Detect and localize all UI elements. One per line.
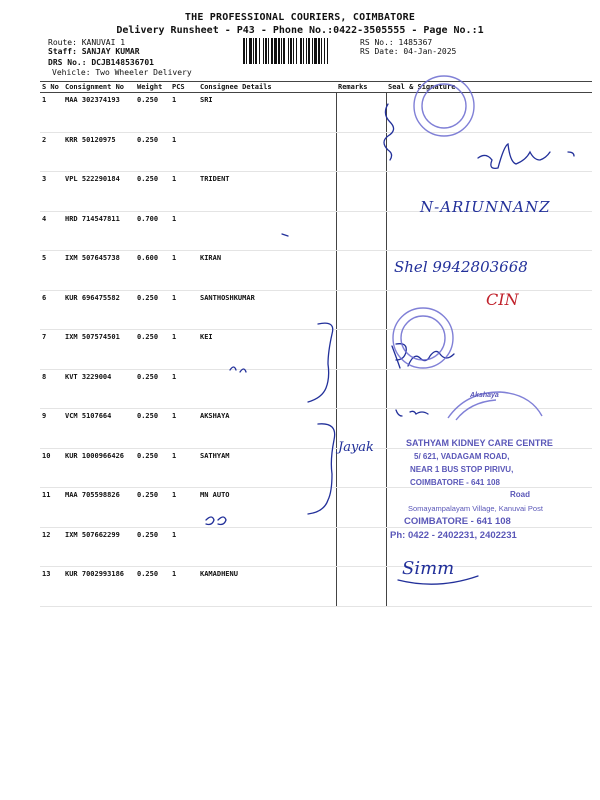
consignment-no: VCM 5107664 bbox=[63, 409, 135, 449]
consignment-no: KUR 1000966426 bbox=[63, 448, 135, 488]
stamp-line4: Road bbox=[510, 490, 530, 499]
col-remarks: Remarks bbox=[336, 82, 386, 93]
consignee: KIRAN bbox=[198, 251, 336, 291]
pcs: 1 bbox=[170, 330, 198, 370]
remarks-cell bbox=[336, 369, 386, 409]
consignment-no: IXM 507645738 bbox=[63, 251, 135, 291]
weight: 0.700 bbox=[135, 211, 170, 251]
staff-label: Staff: SANJAY KUMAR bbox=[48, 47, 140, 56]
consignment-no: VPL 522290184 bbox=[63, 172, 135, 212]
consignee: AKSHAYA bbox=[198, 409, 336, 449]
weight: 0.250 bbox=[135, 527, 170, 567]
consignment-no: KUR 7002993186 bbox=[63, 567, 135, 607]
stamp-line2: NEAR 1 BUS STOP PIRIVU, bbox=[410, 465, 514, 474]
weight: 0.250 bbox=[135, 290, 170, 330]
consignment-no: MAA 705598826 bbox=[63, 488, 135, 528]
handwritten-mark-row6: CIN bbox=[486, 290, 519, 309]
stamp-line1: 5/ 621, VADAGAM ROAD, bbox=[414, 452, 510, 461]
pcs: 1 bbox=[170, 527, 198, 567]
consignment-no: KUR 696475582 bbox=[63, 290, 135, 330]
remarks-cell bbox=[336, 488, 386, 528]
remarks-cell bbox=[336, 172, 386, 212]
stamp-phone: Ph: 0422 - 2402231, 2402231 bbox=[390, 530, 517, 541]
row-sno: 12 bbox=[40, 527, 63, 567]
table-header-row bbox=[40, 82, 592, 93]
weight: 0.250 bbox=[135, 488, 170, 528]
weight: 0.250 bbox=[135, 93, 170, 133]
row-sno: 2 bbox=[40, 132, 63, 172]
weight: 0.250 bbox=[135, 409, 170, 449]
consignee bbox=[198, 132, 336, 172]
weight: 0.600 bbox=[135, 251, 170, 291]
col-consignment: Consignment No bbox=[63, 82, 135, 93]
consignment-no: MAA 302374193 bbox=[63, 93, 135, 133]
col-consignee: Consignee Details bbox=[198, 82, 336, 93]
consignee: KEI bbox=[198, 330, 336, 370]
consignment-no: IXM 507662299 bbox=[63, 527, 135, 567]
row-sno: 4 bbox=[40, 211, 63, 251]
remarks-cell bbox=[336, 211, 386, 251]
weight: 0.250 bbox=[135, 330, 170, 370]
rs-date: RS Date: 04-Jan-2025 bbox=[360, 47, 457, 56]
consignment-no: IXM 507574501 bbox=[63, 330, 135, 370]
consignee: MN AUTO bbox=[198, 488, 336, 528]
remarks-cell bbox=[336, 290, 386, 330]
pcs: 1 bbox=[170, 251, 198, 291]
drs-label: DRS No.: DCJB148536701 bbox=[48, 58, 154, 67]
signature-cell bbox=[386, 211, 592, 251]
handwritten-name-row4: N-ARIUNNANZ bbox=[420, 198, 551, 216]
pcs: 1 bbox=[170, 409, 198, 449]
table-row bbox=[40, 211, 592, 251]
runsheet-subtitle: Delivery Runsheet - P43 - Phone No.:0422-3505555 - Page No.:1 bbox=[116, 25, 484, 36]
row-sno: 7 bbox=[40, 330, 63, 370]
stamp-line5: Somayampalayam Village, Kanuvai Post bbox=[408, 504, 543, 513]
pcs: 1 bbox=[170, 211, 198, 251]
stamp-akshaya: Akshaya bbox=[470, 392, 499, 399]
barcode bbox=[243, 38, 347, 64]
pcs: 1 bbox=[170, 132, 198, 172]
consignee: SANTHOSHKUMAR bbox=[198, 290, 336, 330]
stamp-line6: COIMBATORE - 641 108 bbox=[404, 516, 511, 527]
pcs: 1 bbox=[170, 567, 198, 607]
pcs: 1 bbox=[170, 369, 198, 409]
consignee: TRIDENT bbox=[198, 172, 336, 212]
route-label: Route: KANUVAI 1 bbox=[48, 38, 126, 47]
pcs: 1 bbox=[170, 290, 198, 330]
row-sno: 10 bbox=[40, 448, 63, 488]
remarks-cell bbox=[336, 132, 386, 172]
table-row bbox=[40, 369, 592, 409]
signature-cell bbox=[386, 330, 592, 370]
remarks-cell bbox=[336, 527, 386, 567]
vehicle-label: Vehicle: Two Wheeler Delivery bbox=[52, 68, 192, 77]
consignee: SATHYAM bbox=[198, 448, 336, 488]
weight: 0.250 bbox=[135, 369, 170, 409]
consignee bbox=[198, 369, 336, 409]
consignee bbox=[198, 527, 336, 567]
row-sno: 13 bbox=[40, 567, 63, 607]
barcode-bar bbox=[328, 38, 329, 64]
row-sno: 1 bbox=[40, 93, 63, 133]
remarks-cell bbox=[336, 251, 386, 291]
table-row bbox=[40, 330, 592, 370]
col-pcs: PCS bbox=[170, 82, 198, 93]
stamp-name: SATHYAM KIDNEY CARE CENTRE bbox=[406, 438, 553, 448]
consignment-no: HRD 714547811 bbox=[63, 211, 135, 251]
pcs: 1 bbox=[170, 488, 198, 528]
weight: 0.250 bbox=[135, 448, 170, 488]
col-seal-signature: Seal & Signature bbox=[386, 82, 592, 93]
row-sno: 11 bbox=[40, 488, 63, 528]
weight: 0.250 bbox=[135, 132, 170, 172]
signature-cell bbox=[386, 93, 592, 133]
pcs: 1 bbox=[170, 93, 198, 133]
handwritten-phone-row5: Shel 9942803668 bbox=[394, 258, 528, 276]
company-title: THE PROFESSIONAL COURIERS, COIMBATORE bbox=[184, 12, 416, 23]
consignee bbox=[198, 211, 336, 251]
col-sno: S No bbox=[40, 82, 63, 93]
signature-cell bbox=[386, 369, 592, 409]
stamp-line3: COIMBATORE - 641 108 bbox=[410, 478, 500, 487]
consignment-no: KRR 50120975 bbox=[63, 132, 135, 172]
table-row bbox=[40, 567, 592, 607]
remarks-cell bbox=[336, 93, 386, 133]
consignee: SRI bbox=[198, 93, 336, 133]
handwritten-remark-row10: Jayak bbox=[338, 440, 374, 455]
remarks-cell bbox=[336, 567, 386, 607]
row-sno: 9 bbox=[40, 409, 63, 449]
table-row bbox=[40, 132, 592, 172]
row-sno: 6 bbox=[40, 290, 63, 330]
weight: 0.250 bbox=[135, 172, 170, 212]
row-sno: 5 bbox=[40, 251, 63, 291]
runsheet-table bbox=[40, 81, 592, 607]
consignment-no: KVT 3229004 bbox=[63, 369, 135, 409]
table-row bbox=[40, 93, 592, 133]
weight: 0.250 bbox=[135, 567, 170, 607]
row-sno: 3 bbox=[40, 172, 63, 212]
rs-number: RS No.: 1485367 bbox=[360, 38, 433, 47]
signature-cell bbox=[386, 132, 592, 172]
consignee: KAMADHENU bbox=[198, 567, 336, 607]
remarks-cell bbox=[336, 330, 386, 370]
pcs: 1 bbox=[170, 448, 198, 488]
col-weight: Weight bbox=[135, 82, 170, 93]
handwritten-sign-row13: Simm bbox=[402, 558, 455, 579]
pcs: 1 bbox=[170, 172, 198, 212]
row-sno: 8 bbox=[40, 369, 63, 409]
